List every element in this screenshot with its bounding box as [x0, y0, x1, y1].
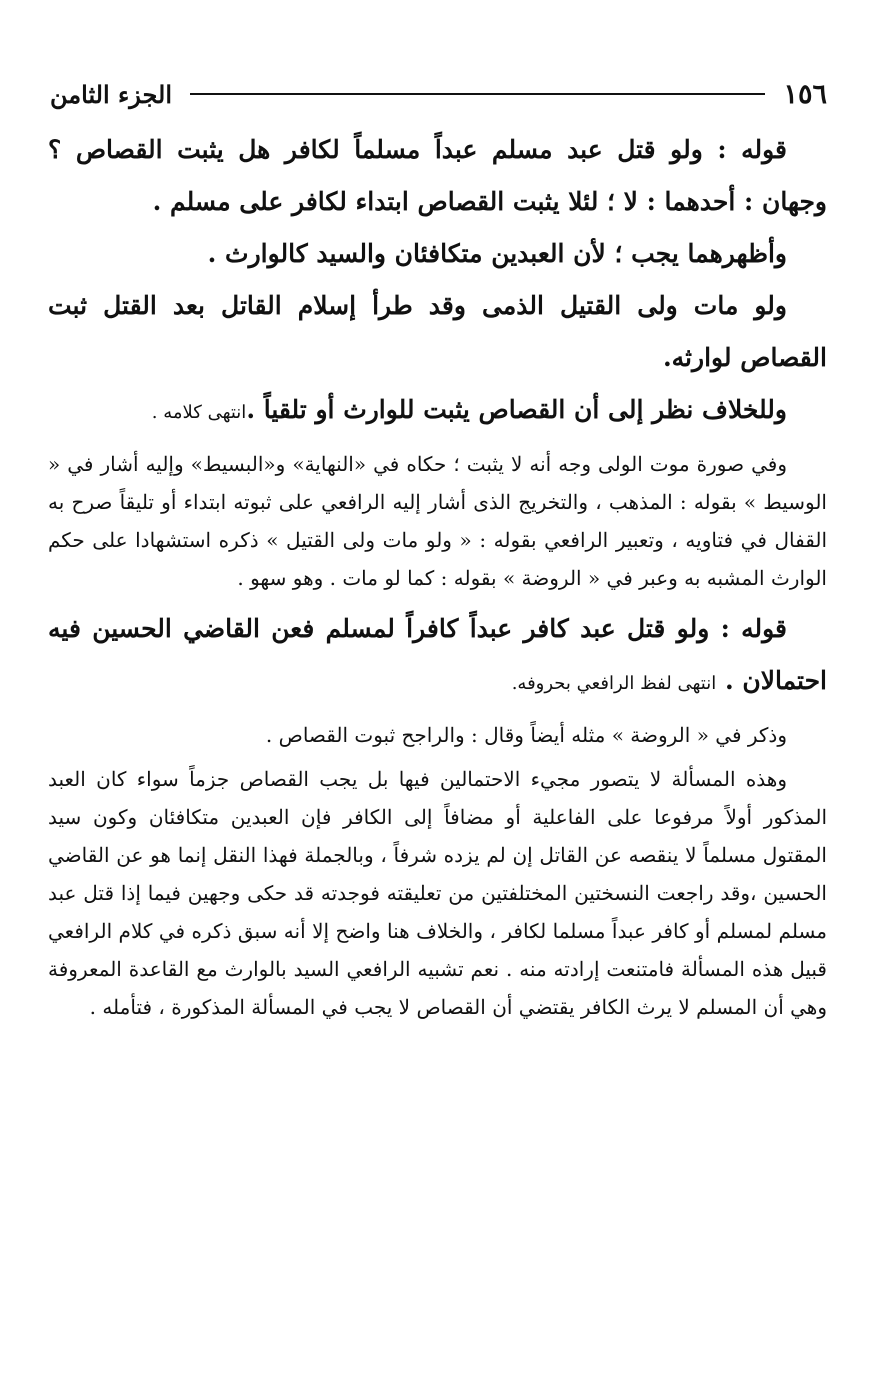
paragraph-4-tail: انتهى كلامه . — [151, 402, 247, 423]
paragraph-1: قوله : ولو قتل عبد مسلم عبداً مسلماً لكافر هل يثبت القصاص ؟ وجهان : أحدهما : لا ؛ لئلا يثبت القصاص ابتداء لكافر على مسلم . — [48, 135, 827, 216]
paragraph-6-tail: انتهى لفظ الرافعي بحروفه. — [511, 673, 717, 694]
paragraph-3: ولو مات ولى القتيل الذمى وقد طرأ إسلام القاتل بعد القتل ثبت القصاص لوارثه. — [48, 291, 827, 372]
paragraph-8: وهذه المسألة لا يتصور مجيء الاحتمالين فيها بل يجب القصاص جزماً سواء كان العبد المذكور أولاً مرفوعا على الفاعلية أو مضافاً إلى الكافر فإن العبدين متكافئان وكون سيد المقتول مسلماً لا ينقصه عن القاتل إن لم يزده شرفاً ، وبالجملة فهذا النقل إنما هو عن القاضي الحسين ،وقد راجعت النسختين المختلفتين من تعليقته فوجدته قد حكى وجهين فيما إذا قتل عبد مسلم لمسلم أو كافر عبداً مسلما لكافر ، والخلاف هنا واضح إلا أنه سبق ذكره في كلام الرافعي قبيل هذه المسألة فامتنعت إرادته منه . نعم تشبيه الرافعي السيد بالوارث مع القاعدة المعروفة وهي أن المسلم لا يرث الكافر يقتضي أن القصاص لا يجب في المسألة المذكورة ، فتأمله . — [48, 767, 827, 1019]
paragraph-4: وللخلاف نظر إلى أن القصاص يثبت للوارث أو تلقياً .انتهى كلامه . — [151, 395, 787, 424]
paragraph-6: قوله : ولو قتل عبد كافر عبداً كافراً لمسلم فعن القاضي الحسين فيه احتمالان . انتهى لفظ الرافعي بحروفه. — [48, 614, 827, 695]
running-title: الجزء الثامن — [50, 79, 173, 109]
page-header — [50, 72, 827, 116]
paragraph-7: وذكر في « الروضة » مثله أيضاً وقال : والراجح ثبوت القصاص . — [265, 723, 787, 747]
header-rule — [190, 93, 765, 95]
page-body — [48, 124, 827, 1026]
paragraph-2: وأظهرهما يجب ؛ لأن العبدين متكافئان والسيد كالوارث . — [207, 239, 787, 268]
page-number: ١٥٦ — [783, 78, 827, 110]
paragraph-5: وفي صورة موت الولى وجه أنه لا يثبت ؛ حكاه في «النهاية» و«البسيط» وإليه أشار في « الوسيط » بقوله : المذهب ، والتخريج الذى أشار إليه الرافعي على ثبوته ابتداء أو تليقاً صرح به القفال في فتاويه ، وتعبير الرافعي بقوله : « ولو مات ولى القتيل » ذكره استشهادا على حكم الوارث المشبه به وعبر في « الروضة » بقوله : كما لو مات . وهو سهو . — [48, 452, 827, 590]
